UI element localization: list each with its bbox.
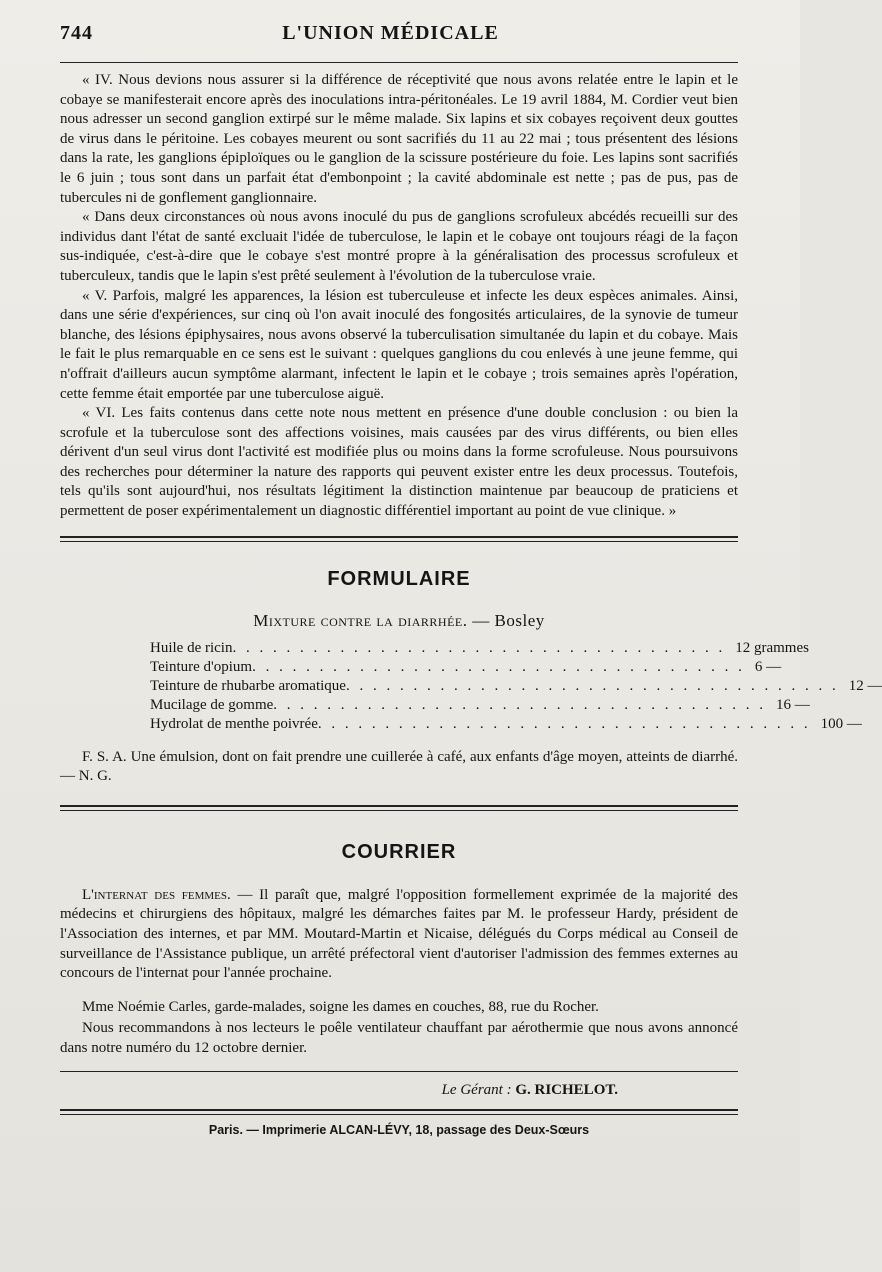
ingredient-row: Mucilage de gomme . . . . . . . . . . . . . . . . . . . . . . . . . . . . . . . . . . . . . 16 — (150, 696, 810, 713)
courrier-item-text: Noémie Carles, garde-malades, soigne les dames en couches, 88, rue du Rocher. (113, 998, 599, 1015)
imprint-rule (60, 1109, 738, 1115)
page-number: 744 (60, 22, 93, 44)
courrier-item-lead: Mme (82, 998, 114, 1015)
courrier-item-lead: L'internat des femmes. (82, 886, 231, 903)
courrier-title: COURRIER (341, 840, 457, 863)
courrier-item-text: Nous recommandons à nos lecteurs le poêle ventilateur chauffant par aérothermie que nous avons annoncé dans notre numéro du 12 octobre dernier. (60, 1020, 738, 1056)
header-rule (60, 62, 738, 63)
ingredient-name: Hydrolat de menthe poivrée (150, 715, 318, 732)
ingredient-name: Huile de ricin (150, 639, 233, 656)
ingredient-list (150, 639, 882, 734)
paragraph-v: « V. Parfois, malgré les apparences, la lésion est tuberculeuse et infecte les deux espèces animales. Ainsi, dans une série d'expériences, sur cinq où l'on avait inoculé des fongosités articulaires, de la synovie de tumeur blanche, des lésions épiphysaires, nous avons observé la tuberculisation simultanée du lapin et du cobaye. Mais le fait le plus remarquable en ce sens est le suivant : quelques ganglions du cou enlevés à une jeune femme, qui n'offrait d'ailleurs aucun symptôme alarmant, infectent le lapin et le cobaye ; trois semaines après l'opération, cette femme était emportée par une tuberculose aiguë. (60, 287, 738, 402)
formulaire-title: FORMULAIRE (327, 567, 471, 590)
recipe-heading (60, 611, 738, 631)
journal-title: L'UNION MÉDICALE (282, 22, 499, 44)
imprint: Paris. — Imprimerie ALCAN-LÉVY, 18, passage des Deux-Sœurs (208, 1122, 590, 1137)
recipe-author: — Bosley (472, 610, 545, 630)
ingredient-qty: 100 — (820, 715, 862, 732)
page-header (60, 0, 738, 52)
ingredient-row: Teinture d'opium . . . . . . . . . . . . . . . . . . . . . . . . . . . . . . . . . . . . . 6 — (150, 658, 782, 675)
ingredient-name: Teinture d'opium (150, 658, 253, 675)
courrier-item (60, 1019, 738, 1058)
paragraph-vi: « VI. Les faits contenus dans cette note nous mettent en présence d'une double conclusion : ou bien la scrofule et la tuberculose sont des affections voisines, mais causées par des virus différents, ou bien elles dérivent d'un seul virus dont l'activité est modifiée plus ou moins dans la forme scrofuleuse. Nous poursuivons des recherches pour déterminer la nature des rapports qui peuvent exister entre les deux processus. Toutefois, tels qu'ils sont aujourd'hui, nos résultats légitiment la distinction maintenue par beaucoup de praticiens et permettent de poser expérimentalement un diagnostic différentiel important au point de vue clinique. » (60, 405, 738, 520)
ingredient-qty: 12 — (848, 677, 882, 694)
recipe-instructions: F. S. A. Une émulsion, dont on fait prendre une cuillerée à café, aux enfants d'âge moyen, atteints de diarrhé. — N. G. (60, 748, 738, 785)
section-divider (60, 536, 738, 542)
ingredient-qty: 6 — (754, 658, 782, 675)
paragraph-circonstances: « Dans deux circonstances où nous avons inoculé du pus de ganglions scrofuleux abcédés recueilli sur des individus dant l'état de santé excluait l'idée de tuberculose, le lapin et le cobaye ont toujours réagi de la façon sus-indiquée, c'est-à-dire que le cobaye s'est montré propre à la généralisation des processus scrofuleux et tuberculeux, tandis que le lapin s'est prêté seulement à l'évolution de la tuberculose vraie. (60, 209, 738, 284)
article-body (60, 71, 738, 522)
footer-rule (60, 1071, 738, 1072)
signature-name: G. RICHELOT. (515, 1081, 618, 1098)
recipe-title: Mixture contre la diarrhée. (253, 610, 468, 630)
ingredient-name: Mucilage de gomme (150, 696, 274, 713)
ingredient-row: Huile de ricin . . . . . . . . . . . . . . . . . . . . . . . . . . . . . . . . . . . . . 12 grammes (150, 639, 809, 656)
ingredient-row: Teinture de rhubarbe aromatique . . . . . . . . . . . . . . . . . . . . . . . . . . . . . . . . . . . . . 12 — (150, 677, 882, 694)
paragraph-iv: « IV. Nous devions nous assurer si la différence de réceptivité que nous avons relatée entre le lapin et le cobaye se manifesterait encore après des inoculations intra-péritonéales. Le 19 avril 1884, M. Cordier veut bien nous adresser un second ganglion extirpé sur le même malade. Six lapins et six cobayes reçoivent deux gouttes de virus dans le péritoine. Les cobayes meurent ou sont sacrifiés du 11 au 22 mai ; tous présentent des lésions dans la rate, les ganglions épiploïques ou le ganglion de la scissure postérieure du foie. Les lapins sont sacrifiés le 6 juin ; tous sont dans un parfait état d'embonpoint ; la cavité abdominale est nette ; pas de pus, pas de tubercules ni de gonflement ganglionnaire. (60, 72, 738, 206)
courrier-item-text: — Il paraît que, malgré l'opposition formellement exprimée de la majorité des médecins et chirurgiens des hôpitaux, malgré les démarches faites par M. le professeur Hardy, président de l'Association des internes, et par MM. Moutard-Martin et Nicaise, délégués du Corps médical au Conseil de surveillance de l'Assistance publique, un arrêté préfectoral vient d'autoriser l'admission des femmes externes au concours de l'internat pour l'année prochaine. (60, 886, 739, 982)
ingredient-qty: 12 grammes (735, 639, 809, 656)
ingredient-qty: 16 — (776, 696, 810, 713)
section-divider (60, 805, 738, 811)
signature (60, 1082, 738, 1099)
courrier-item (60, 998, 738, 1018)
ingredient-name: Teinture de rhubarbe aromatique (150, 677, 346, 694)
signature-label: Le Gérant : (441, 1081, 512, 1098)
ingredient-row: Hydrolat de menthe poivrée . . . . . . . . . . . . . . . . . . . . . . . . . . . . . . . . . . . . . 100 — (150, 715, 862, 732)
courrier-item (60, 886, 738, 984)
